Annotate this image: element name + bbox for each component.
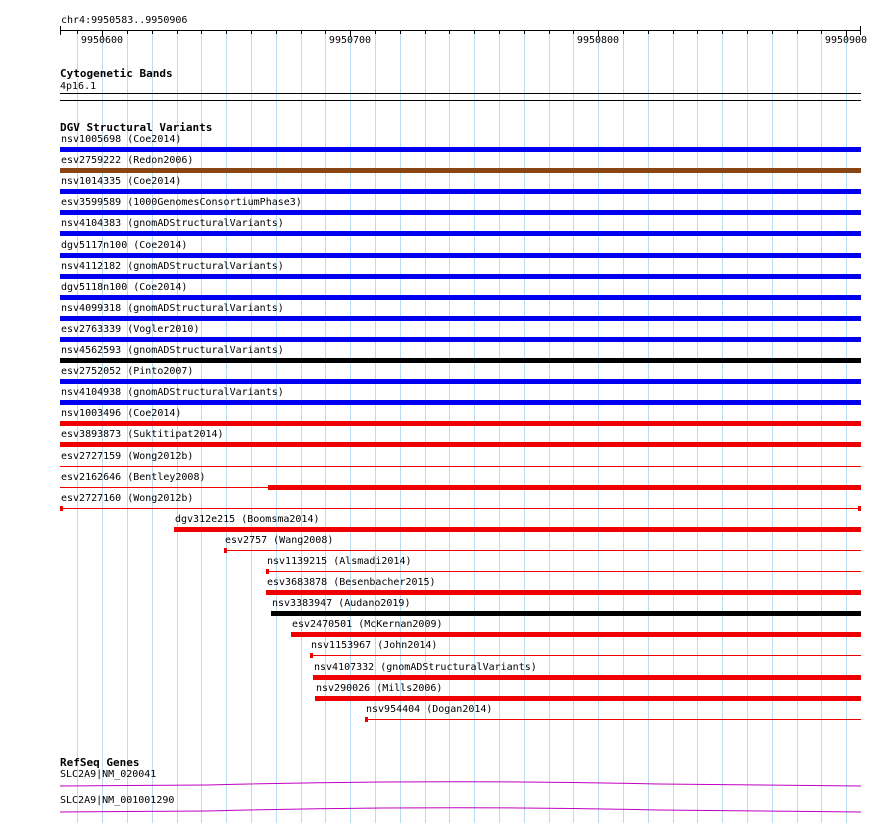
ruler-minor-tick (797, 30, 798, 34)
dgv-feature-line (60, 466, 861, 467)
ruler-right-arrow (860, 26, 861, 35)
ruler-minor-tick (549, 30, 550, 34)
dgv-feature-cap (224, 548, 227, 553)
dgv-feature-label: esv2470501 (McKernan2009) (292, 619, 443, 630)
dgv-feature-label: nsv954404 (Dogan2014) (366, 704, 493, 715)
cytoband-line-bottom (60, 100, 861, 101)
dgv-feature-bar (315, 696, 861, 701)
dgv-feature-label: esv2727159 (Wong2012b) (61, 451, 194, 462)
ruler-tick-label: 9950600 (80, 35, 124, 46)
dgv-feature-bar (60, 316, 861, 321)
refseq-intron-line (60, 782, 861, 786)
ruler-minor-tick (524, 30, 525, 34)
dgv-feature-bar (60, 295, 861, 300)
dgv-feature-label: nsv4107332 (gnomADStructuralVariants) (314, 662, 537, 673)
dgv-feature-label: nsv1153967 (John2014) (311, 640, 438, 651)
dgv-feature-bar (60, 253, 861, 258)
dgv-feature-label: nsv3383947 (Audano2019) (272, 598, 411, 609)
dgv-feature-line (365, 719, 861, 720)
dgv-feature-label: nsv4104383 (gnomADStructuralVariants) (61, 218, 284, 229)
ruler-minor-tick (573, 30, 574, 34)
dgv-feature-line (310, 655, 861, 656)
ruler-axis (60, 30, 861, 31)
dgv-feature-bar (60, 421, 861, 426)
ruler-minor-tick (747, 30, 748, 34)
ruler-minor-tick (499, 30, 500, 34)
dgv-feature-bar (266, 590, 861, 595)
dgv-feature-bar (174, 527, 861, 532)
dgv-feature-bar (60, 210, 861, 215)
ruler-minor-tick (276, 30, 277, 34)
dgv-feature-label: esv2162646 (Bentley2008) (61, 472, 206, 483)
dgv-feature-label: dgv5118n100 (Coe2014) (61, 282, 188, 293)
refseq-gene-model (58, 778, 868, 788)
ruler-minor-tick (449, 30, 450, 34)
ruler-minor-tick (226, 30, 227, 34)
dgv-feature-label: esv2763339 (Vogler2010) (61, 324, 200, 335)
dgv-feature-bar (313, 675, 861, 680)
dgv-track-title: DGV Structural Variants (60, 121, 213, 134)
ruler-minor-tick (201, 30, 202, 34)
dgv-feature-label: esv2727160 (Wong2012b) (61, 493, 194, 504)
ruler-minor-tick (127, 30, 128, 34)
ruler-minor-tick (697, 30, 698, 34)
dgv-feature-bar (60, 147, 861, 152)
refseq-gene-label: SLC2A9|NM_001001290 (60, 795, 175, 806)
dgv-feature-label: nsv4104938 (gnomADStructuralVariants) (61, 387, 284, 398)
dgv-feature-label: esv2759222 (Redon2006) (61, 155, 194, 166)
dgv-feature-bar (291, 632, 861, 637)
ruler-tick-label: 9950900 (824, 35, 868, 46)
refseq-gene-label: SLC2A9|NM_020041 (60, 769, 157, 780)
ruler-minor-tick (375, 30, 376, 34)
dgv-feature-label: nsv1139215 (Alsmadi2014) (267, 556, 412, 567)
ruler-minor-tick (77, 30, 78, 34)
dgv-feature-bar (60, 358, 861, 363)
dgv-feature-bar (60, 442, 861, 447)
dgv-feature-cap (858, 506, 861, 511)
dgv-feature-bar (60, 189, 861, 194)
ruler-minor-tick (821, 30, 822, 34)
dgv-feature-bar (60, 231, 861, 236)
dgv-feature-label: nsv1005698 (Coe2014) (61, 134, 182, 145)
dgv-feature-line (60, 508, 861, 509)
ruler-minor-tick (648, 30, 649, 34)
dgv-feature-label: dgv5117n100 (Coe2014) (61, 240, 188, 251)
cytoband-label: 4p16.1 (60, 81, 97, 92)
dgv-feature-cap (60, 506, 63, 511)
dgv-feature-label: nsv4099318 (gnomADStructuralVariants) (61, 303, 284, 314)
ruler-minor-tick (325, 30, 326, 34)
dgv-feature-label: esv2757 (Wang2008) (225, 535, 334, 546)
ruler-minor-tick (301, 30, 302, 34)
dgv-feature-label: nsv1003496 (Coe2014) (61, 408, 182, 419)
dgv-feature-bar (271, 611, 861, 616)
ruler-minor-tick (400, 30, 401, 34)
dgv-feature-bar (268, 485, 861, 490)
dgv-feature-line (266, 571, 861, 572)
ruler-tick-label: 9950800 (576, 35, 620, 46)
dgv-feature-line (224, 550, 861, 551)
ruler-minor-tick (177, 30, 178, 34)
ruler-left-arrow (60, 26, 61, 35)
dgv-feature-label: nsv4562593 (gnomADStructuralVariants) (61, 345, 284, 356)
ruler-minor-tick (251, 30, 252, 34)
dgv-feature-label: nsv290026 (Mills2006) (316, 683, 443, 694)
ruler-minor-tick (425, 30, 426, 34)
ruler-minor-tick (673, 30, 674, 34)
dgv-feature-bar (60, 274, 861, 279)
dgv-feature-bar (60, 379, 861, 384)
ruler-minor-tick (474, 30, 475, 34)
ruler-minor-tick (772, 30, 773, 34)
ruler-minor-tick (623, 30, 624, 34)
ruler-minor-tick (722, 30, 723, 34)
dgv-feature-label: nsv1014335 (Coe2014) (61, 176, 182, 187)
dgv-feature-cap (310, 653, 313, 658)
dgv-feature-bar (60, 337, 861, 342)
dgv-feature-cap (365, 717, 368, 722)
refseq-gene-model (58, 804, 868, 814)
refseq-track-title: RefSeq Genes (60, 756, 140, 769)
dgv-feature-bar (60, 400, 861, 405)
dgv-feature-label: esv2752052 (Pinto2007) (61, 366, 194, 377)
dgv-feature-label: dgv312e215 (Boomsma2014) (175, 514, 320, 525)
dgv-feature-bar (60, 168, 861, 173)
cytoband-track-title: Cytogenetic Bands (60, 67, 173, 80)
refseq-intron-line (60, 808, 861, 812)
dgv-feature-label: esv3599589 (1000GenomesConsortiumPhase3) (61, 197, 302, 208)
ruler-tick-label: 9950700 (328, 35, 372, 46)
region-label: chr4:9950583..9950906 (61, 15, 188, 26)
dgv-feature-label: esv3893873 (Suktitipat2014) (61, 429, 224, 440)
dgv-feature-label: nsv4112182 (gnomADStructuralVariants) (61, 261, 284, 272)
dgv-feature-label: esv3683878 (Besenbacher2015) (267, 577, 436, 588)
ruler-minor-tick (152, 30, 153, 34)
dgv-feature-cap (266, 569, 269, 574)
cytoband-line-top (60, 93, 861, 94)
